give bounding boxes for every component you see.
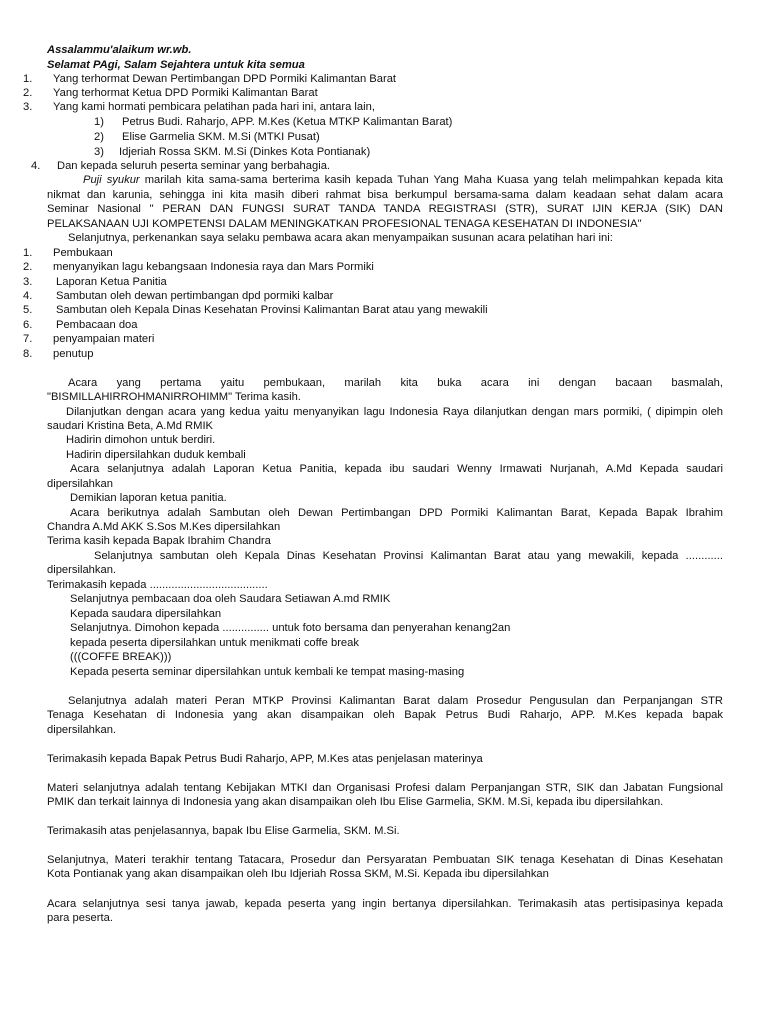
thanks-elise: Terimakasih atas penjelasannya, bapak Ibu Elise Garmelia, SKM. M.Si. — [47, 825, 400, 837]
speaker-2-text: Elise Garmelia SKM. M.Si (MTKI Pusat) — [122, 131, 320, 143]
coffee-invite: kepada peserta dipersilahkan untuk menikmati coffe break — [70, 637, 359, 649]
sit-instruction: Hadirin dipersilahkan duduk kembali — [66, 449, 246, 461]
opening-line-1: Acara yang pertama yaitu pembukaan, marilah kita buka acara ini dengan bacaan basmalah, — [68, 377, 723, 389]
praise-line-4: PELAKSANAAN UJI KOMPETENSI DALAM MENINGKATKAN PROFESIONAL TENAGA KESEHATAN DI INDONESIA" — [47, 218, 642, 230]
anthem-line-1: Dilanjutkan dengan acara yang kedua yaitu menyanyikan lagu Indonesia Raya dilanjutkan dengan mars pormiki, ( dipimpin oleh — [66, 406, 723, 418]
material-1-line-2: Tenaga Kesehatan di Indonesia yang akan disampaikan oleh Bapak Petrus Budi Raharjo, APP. M.Kes kepada bapak — [47, 709, 723, 721]
return-seats: Kepada peserta seminar dipersilahkan untuk kembali ke tempat masing-masing — [70, 666, 465, 678]
praise-line-1 — [83, 173, 723, 187]
speaker-3-number: 3) — [94, 146, 104, 158]
qa-line-1: Acara selanjutnya sesi tanya jawab, kepada peserta yang ingin bertanya dipersilahkan. Terimakasih atas pertisipasinya kepada — [47, 898, 723, 910]
photo-session: Selanjutnya. Dimohon kepada ............... untuk foto bersama dan penyerahan kenang2an — [70, 622, 511, 634]
agenda-5-number: 5. — [23, 304, 33, 316]
prayer-line: Selanjutnya pembacaan doa oleh Saudara Setiawan A.md RMIK — [70, 593, 391, 605]
agenda-1-number: 1. — [23, 247, 33, 259]
praise-line-2: nikmat dan karunia, sehingga ini kita masih diberi rahmat bisa berkumpul bersama-sama dalam keadaan sehat dalam acara — [47, 189, 723, 201]
material-2-line-1: Materi selanjutnya adalah tentang Kebijakan MTKI dan Organisasi Profesi dalam Perpanjangan STR, SIK dan Jabatan Fungsional — [47, 782, 723, 794]
salutation-4-text: Dan kepada seluruh peserta seminar yang berbahagia. — [57, 160, 331, 172]
material-3-line-2: Kota Pontianak yang akan disampaikan oleh Ibu Idjeriah Rossa SKM, M.Si. Kepada ibu dipersilahkan — [47, 868, 549, 880]
material-3-line-1: Selanjutnya, Materi terakhir tentang Tatacara, Prosedur dan Persyaratan Pembuatan SIK tenaga Kesehatan di Dinas Kesehatan — [47, 854, 723, 866]
report-line-2: dipersilahkan — [47, 478, 113, 490]
agenda-3-text: Laporan Ketua Panitia — [56, 276, 167, 288]
health-office-line-1: Selanjutnya sambutan oleh Kepala Dinas Kesehatan Provinsi Kalimantan Barat atau yang mewakili, kepada ............ — [94, 550, 723, 562]
board-speech-line-1: Acara berikutnya adalah Sambutan oleh Dewan Pertimbangan DPD Pormiki Kalimantan Barat, Kepada Bapak Ibrahim — [70, 507, 723, 519]
praise-rest: marilah kita sama-sama berterima kasih kepada Tuhan Yang Maha Kuasa yang telah melimpahkan kepada kita — [139, 174, 723, 186]
health-office-line-2: dipersilahkan. — [47, 564, 117, 576]
speaker-2-number: 2) — [94, 131, 104, 143]
opening-line-2: "BISMILLAHIRROHMANIRROHIMM" Terima kasih. — [47, 391, 301, 403]
material-1-line-1: Selanjutnya adalah materi Peran MTKP Provinsi Kalimantan Barat dalam Prosedur Pengusulan dan Perpanjangan STR — [68, 695, 723, 707]
speaker-1-number: 1) — [94, 116, 104, 128]
agenda-6-text: Pembacaan doa — [56, 319, 138, 331]
salutation-3-number: 3. — [23, 101, 33, 113]
agenda-8-text: penutup — [53, 348, 94, 360]
material-2-line-2: PMIK dan terkait lainnya di Indonesia yang akan disampaikan oleh Ibu Elise Garmelia, SKM. M.Si, kepada ibu dipersilahkan. — [47, 796, 664, 808]
board-speech-line-2: Chandra A.Md AKK S.Sos M.Kes dipersilahkan — [47, 521, 281, 533]
salutation-3-text: Yang kami hormati pembicara pelatihan pada hari ini, antara lain, — [53, 101, 375, 113]
agenda-4-text: Sambutan oleh dewan pertimbangan dpd pormiki kalbar — [56, 290, 334, 302]
salutation-2-number: 2. — [23, 87, 33, 99]
material-1-line-3: dipersilahkan. — [47, 724, 117, 736]
agenda-7-number: 7. — [23, 333, 33, 345]
greeting-line-2: Selamat PAgi, Salam Sejahtera untuk kita semua — [47, 59, 305, 71]
salutation-1-text: Yang terhormat Dewan Pertimbangan DPD Pormiki Kalimantan Barat — [53, 73, 397, 85]
agenda-3-number: 3. — [23, 276, 33, 288]
report-closing: Demikian laporan ketua panitia. — [70, 492, 227, 504]
qa-line-2: para peserta. — [47, 912, 113, 924]
speaker-1-text: Petrus Budi. Raharjo, APP. M.Kes (Ketua MTKP Kalimantan Barat) — [122, 116, 453, 128]
praise-line-3: Seminar Nasional " PERAN DAN FUNGSI SURAT TANDA TANDA REGISTRASI (STR), SURAT IJIN KERJA (SIK) DAN — [47, 203, 723, 215]
thanks-placeholder: Terimakasih kepada ...................................... — [47, 579, 268, 591]
salutation-2-text: Yang terhormat Ketua DPD Pormiki Kalimantan Barat — [53, 87, 318, 99]
coffee-break: (((COFFE BREAK))) — [70, 651, 172, 663]
agenda-2-number: 2. — [23, 261, 33, 273]
speaker-3-text: Idjeriah Rossa SKM. M.Si (Dinkes Kota Pontianak) — [119, 146, 371, 158]
agenda-intro: Selanjutnya, perkenankan saya selaku pembawa acara akan menyampaikan susunan acara pelatihan hari ini: — [68, 232, 613, 244]
agenda-4-number: 4. — [23, 290, 33, 302]
anthem-line-2: saudari Kristina Beta, A.Md RMIK — [47, 420, 214, 432]
salutation-4-number: 4. — [31, 160, 41, 172]
praise-italic: Puji syukur — [83, 174, 140, 186]
thanks-ibrahim: Terima kasih kepada Bapak Ibrahim Chandra — [47, 535, 271, 547]
prayer-invite: Kepada saudara dipersilahkan — [70, 608, 222, 620]
report-line-1: Acara selanjutnya adalah Laporan Ketua Panitia, kepada ibu saudari Wenny Irmawati Nurjanah, A.Md Kepada saudari — [70, 463, 723, 475]
agenda-8-number: 8. — [23, 348, 33, 360]
agenda-7-text: penyampaian materi — [53, 333, 155, 345]
thanks-petrus: Terimakasih kepada Bapak Petrus Budi Raharjo, APP, M.Kes atas penjelasan materinya — [47, 753, 483, 765]
salutation-1-number: 1. — [23, 73, 33, 85]
stand-instruction: Hadirin dimohon untuk berdiri. — [66, 434, 216, 446]
agenda-2-text: menyanyikan lagu kebangsaan Indonesia raya dan Mars Pormiki — [53, 261, 374, 273]
agenda-5-text: Sambutan oleh Kepala Dinas Kesehatan Provinsi Kalimantan Barat atau yang mewakili — [56, 304, 488, 316]
greeting-line-1: Assalammu'alaikum wr.wb. — [47, 44, 192, 56]
agenda-1-text: Pembukaan — [53, 247, 113, 259]
agenda-6-number: 6. — [23, 319, 33, 331]
